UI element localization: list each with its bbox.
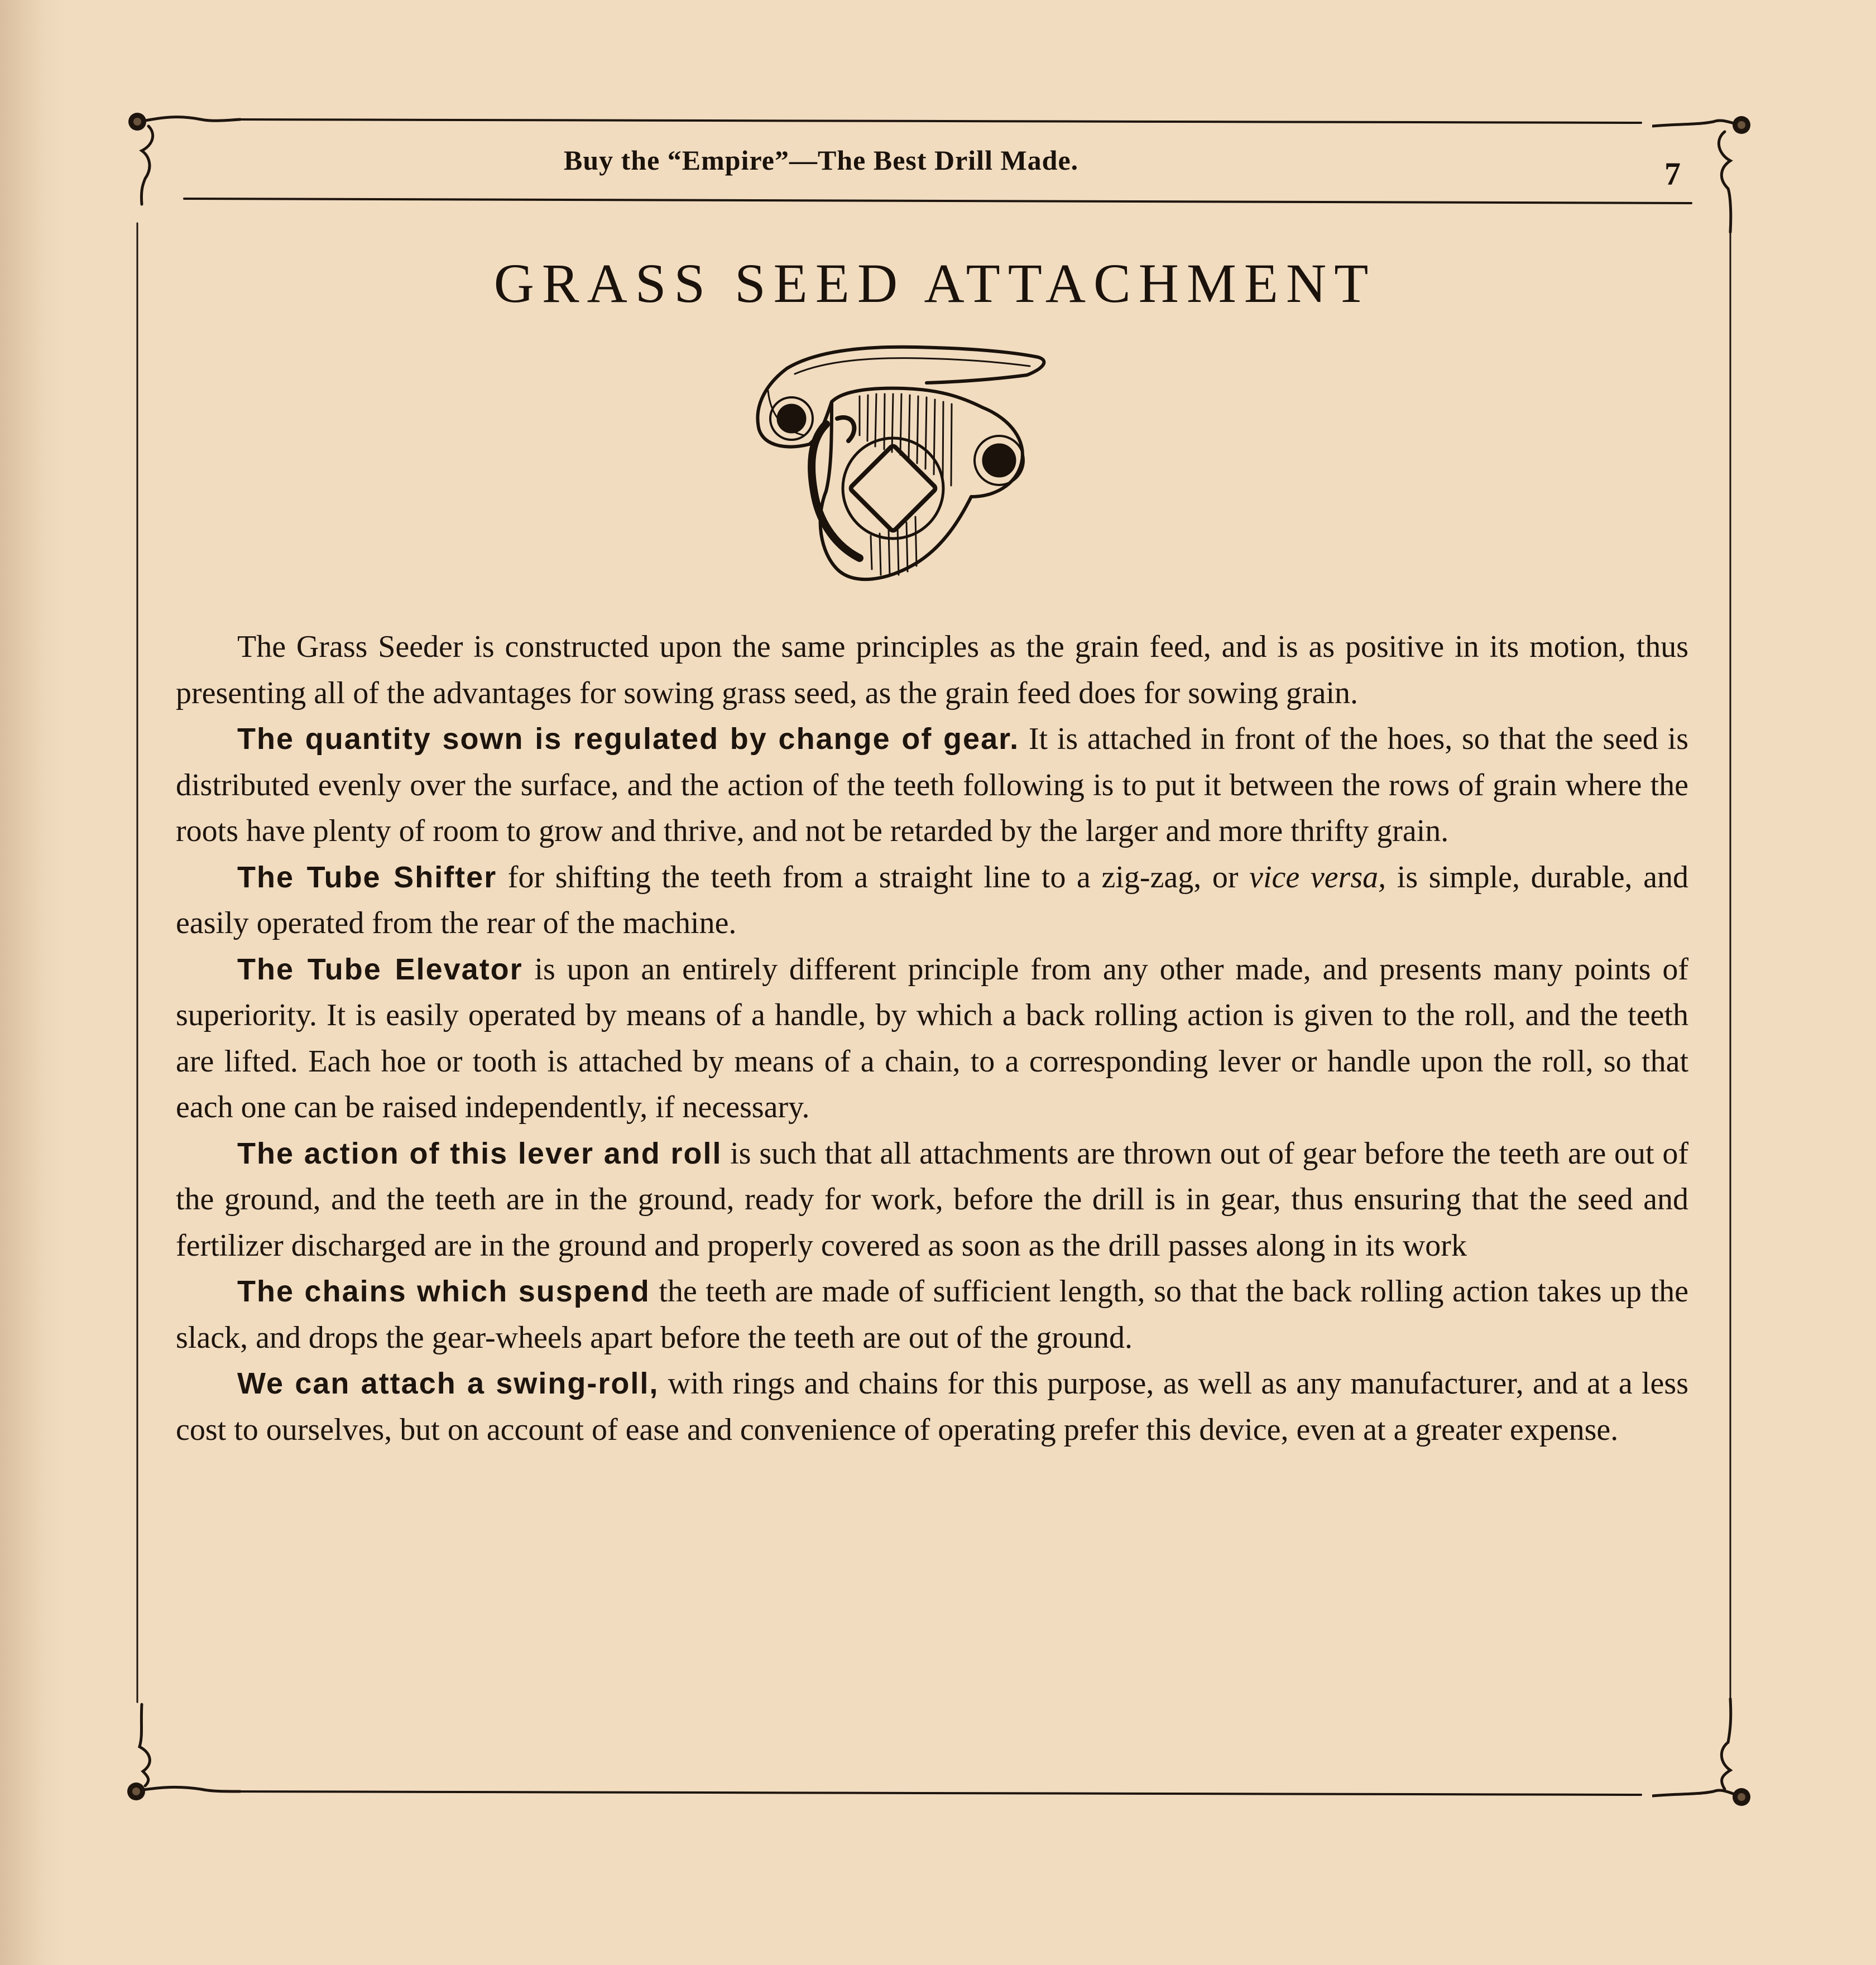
paragraph-lead: The quantity sown is regulated by change of gear. <box>237 722 1020 756</box>
paragraph-lead: The chains which suspend <box>237 1275 650 1308</box>
paragraph-tube-shifter <box>176 854 1688 947</box>
grass-seed-attachment-icon <box>748 335 1083 608</box>
paragraph-text: It is attached in front of the hoes, so that the seed is distributed evenly over the surface, and the action of the teeth following is to put it between the rows of grain where the roots have plenty of room to grow and thrive, and not be retarded by the larger and more thrifty grain. <box>176 722 1688 848</box>
paragraph-lead: We can attach a swing-roll, <box>237 1367 659 1400</box>
paragraph-text: The Grass Seeder is constructed upon the same principles as the grain feed, and is as positive in its motion, thus presenting all of the advantages for sowing grass seed, as the grain feed does for sowing grain. <box>176 630 1688 710</box>
paragraph-quantity <box>176 716 1688 854</box>
paragraph-lead: The Tube Shifter <box>237 860 497 894</box>
paragraph-text: is simple, durable, and easily operated from the rear of the machine. <box>176 859 1688 940</box>
ornament-bottom-right <box>1652 1697 1758 1814</box>
paragraph-text: for shifting the teeth from a straight line to a zig-zag, or <box>497 859 1250 895</box>
paragraph-italic: vice versa, <box>1249 859 1386 895</box>
ornament-top-left <box>117 100 251 206</box>
paragraph-swing-roll <box>176 1361 1688 1453</box>
paragraph-lead: The action of this lever and roll <box>237 1136 722 1170</box>
paragraph-lead: The Tube Elevator <box>237 952 523 986</box>
paragraph-text: is upon an entirely different principle from any other made, and presents many points of superiority. It is easily operated by means of a handle, by which a back rolling action is given to the roll, and the teeth are lifted. Each hoe or tooth is attached by means of a chain, to a corresponding lever or handle upon the roll, so that each one can be raised independently, if necessary. <box>176 952 1688 1125</box>
page-number: 7 <box>1664 156 1681 192</box>
ornament-bottom-left <box>117 1702 251 1808</box>
running-header: Buy the “Empire”—The Best Drill Made. <box>564 145 1079 176</box>
paragraph-grass-seeder <box>176 624 1688 716</box>
paragraph-chains <box>176 1269 1688 1361</box>
paragraph-lever-roll <box>176 1131 1688 1269</box>
paragraph-tube-elevator <box>176 947 1688 1131</box>
page-heading: GRASS SEED ATTACHMENT <box>493 252 1376 314</box>
paragraph-text: with rings and chains for this purpose, as well as any manufacturer, and at a less cost to ourselves, but on account of ease and convenience of operating prefer this device, even at a greater expense. <box>176 1366 1688 1447</box>
paragraph-text: the teeth are made of sufficient length, so that the back rolling action takes up the slack, and drops the gear-wheels apart before the teeth are out of the ground. <box>176 1274 1688 1355</box>
article-body <box>176 624 1688 1453</box>
paragraph-text: is such that all attachments are thrown out of gear before the teeth are out of the ground, and the teeth are in the ground, ready for work, before the drill is in gear, thus ensuring that the seed and fertilizer discharged are in the ground and properly covered as soon as the drill passes along in its work <box>176 1136 1688 1263</box>
